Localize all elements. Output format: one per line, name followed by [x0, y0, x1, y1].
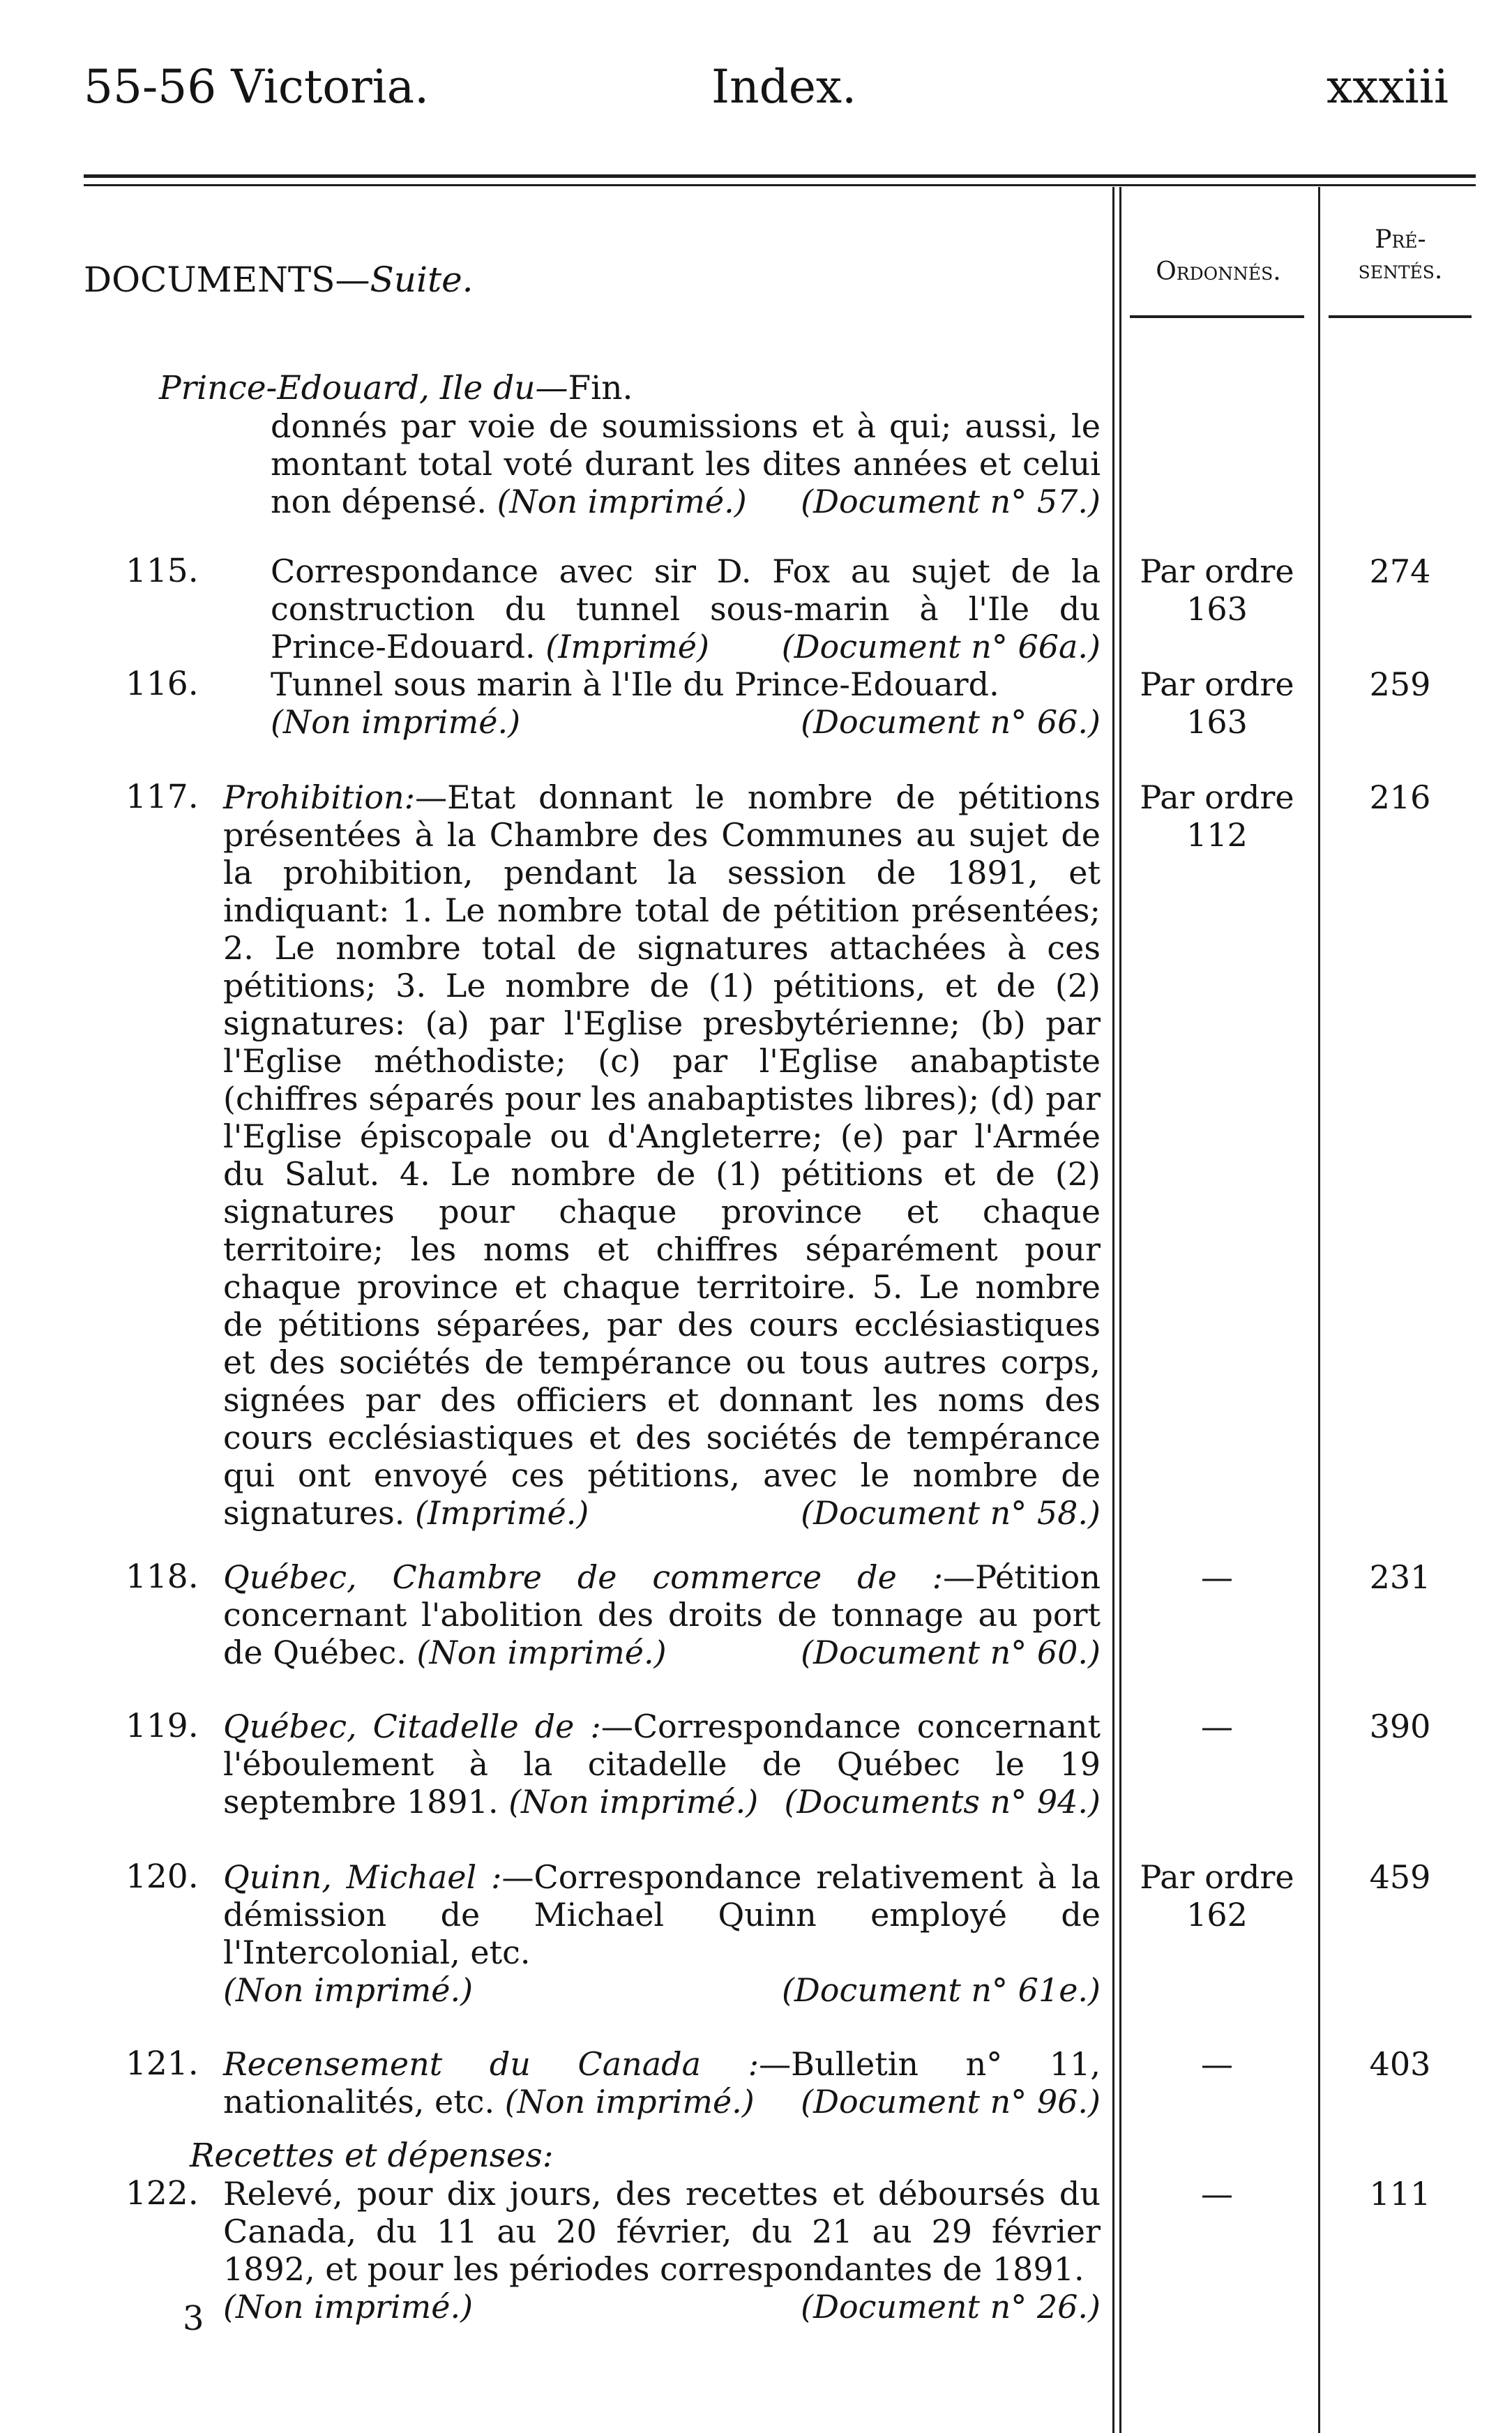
entry-119-text: Québec, Citadelle de :—Correspondance concernant l'éboulement à la citadelle de Québec le 19 septembre 1891. (Non imprimé.) (Documents n° 94.) [223, 1708, 1101, 1821]
header-right: xxxiii [1326, 60, 1449, 114]
column-header-presentes [1324, 225, 1477, 286]
header-left: 55-56 Victoria. [84, 60, 430, 114]
entry-number: 121. [126, 2044, 199, 2083]
entry-121-subject: Recensement du Canada : [223, 2045, 759, 2083]
prince-edouard-status: (Non imprimé.) [497, 483, 747, 520]
entry-120-text: Quinn, Michael :—Correspondance relativement à la démission de Michael Quinn employé de l'Intercolonial, etc. (Non imprimé.) (Document n° 61e.) [223, 1858, 1101, 2009]
entry-116-text: Tunnel sous marin à l'Ile du Prince-Edouard. (Non imprimé.) (Document n° 66.) [271, 665, 1101, 741]
entry-121-ordonnes: — [1201, 2045, 1233, 2083]
entry-121-doc: (Document n° 96.) [801, 2083, 1101, 2121]
entry-119-subject: Québec, Citadelle de : [223, 1708, 601, 1745]
entry-119-doc: (Documents n° 94.) [784, 1783, 1101, 1821]
entry-115-presentes: 274 [1369, 552, 1431, 590]
entry-121-presentes: 403 [1369, 2045, 1431, 2083]
entry-number: 115. [126, 552, 199, 590]
entry-118-text: Québec, Chambre de commerce de :—Pétition concernant l'abolition des droits de tonnage au port de Québec. (Non imprimé.) (Document n° 60.) [223, 1558, 1101, 1671]
presentes-underline [1329, 315, 1472, 318]
entry-122-presentes: 111 [1369, 2175, 1431, 2213]
entry-120-subject: Quinn, Michael : [223, 1858, 502, 1896]
column-rule-3 [1318, 187, 1320, 2433]
entry-119-presentes: 390 [1369, 1708, 1431, 1745]
entry-118-subject: Québec, Chambre de commerce de : [223, 1558, 944, 1596]
entry-122-text: Relevé, pour dix jours, des recettes et déboursés du Canada, du 11 au 20 février, du 21 au 29 février 1892, et pour les périodes correspondantes de 1891. (Non imprimé.) (Document n° 26.) [223, 2175, 1101, 2326]
entry-122-doc: (Document n° 26.) [801, 2288, 1101, 2326]
entry-121-text: Recensement du Canada :—Bulletin n° 11, nationalités, etc. (Non imprimé.) (Document n° 96.) [223, 2045, 1101, 2121]
entry-120-doc: (Document n° 61e.) [781, 1971, 1101, 2009]
header-center: Index. [711, 60, 857, 114]
entry-118-ordonnes: — [1201, 1558, 1233, 1596]
entry-115-text: Correspondance avec sir D. Fox au sujet de la construction du tunnel sous-marin à l'Ile du Prince-Edouard. (Imprimé) (Document n° 66a.) [271, 552, 1101, 665]
entry-118-doc: (Document n° 60.) [801, 1634, 1101, 1671]
entry-117-doc: (Document n° 58.) [801, 1494, 1101, 1532]
entry-118-presentes: 231 [1369, 1558, 1431, 1596]
entry-number: 116. [126, 665, 199, 703]
entry-number: 118. [126, 1558, 199, 1596]
entry-116-ordonnes: Par ordre 163 [1140, 665, 1294, 741]
header-rule-bottom [84, 184, 1476, 186]
section-suite: Suite. [370, 259, 474, 300]
recettes-heading: Recettes et dépenses: [190, 2137, 554, 2175]
entry-number: 122. [126, 2174, 199, 2213]
presentes-line-1: Pré- [1375, 225, 1426, 254]
section-title: DOCUMENTS—Suite. [84, 259, 474, 300]
entry-117-text: Prohibition:—Etat donnant le nombre de pétitions présentées à la Chambre des Communes au sujet de la prohibition, pendant la session de 1891, et indiquant: 1. Le nombre total de pétition présentées; 2. Le nombre total de signatures attachées à ces pétitions; 3. Le nombre de (1) pétitions, et de (2) signatures: (a) par l'Eglise presbytérienne; (b) par l'Eglise méthodiste; (c) par l'Eglise anabaptiste (chiffres séparés pour les anabaptistes libres); (d) par l'Eglise épiscopale ou d'Angleterre; (e) par l'Armée du Salut. 4. Le nombre de (1) pétitions et de (2) signatures pour chaque province et chaque territoire; les noms et chiffres séparément pour chaque province et chaque territoire. 5. Le nombre de pétitions séparées, par des cours ecclésiastiques et des sociétés de tempérance ou tous autres corps, signées par des officiers et donnant les noms des cours ecclésiastiques et des sociétés de tempérance qui ont envoyé ces pétitions, avec le nombre de signatures. (Imprimé.) (Document n° 58.) [223, 778, 1101, 1532]
entry-number: 119. [126, 1707, 199, 1745]
entry-number: 120. [126, 1858, 199, 1896]
entry-117-ordonnes: Par ordre 112 [1140, 778, 1294, 854]
header-rule-top [84, 174, 1476, 178]
entry-122-ordonnes: — [1201, 2175, 1233, 2213]
signature-mark: 3 [183, 2299, 204, 2338]
column-header-ordonnes: Ordonnés. [1156, 257, 1281, 286]
entry-119-ordonnes: — [1201, 1708, 1233, 1745]
entry-116-doc: (Document n° 66.) [801, 703, 1101, 741]
entry-117-subject: Prohibition: [223, 778, 416, 816]
entry-116-presentes: 259 [1369, 665, 1431, 703]
entry-117-presentes: 216 [1369, 778, 1431, 816]
entry-115-ordonnes: Par ordre 163 [1140, 552, 1294, 628]
prince-edouard-heading: Prince-Edouard, Ile du—Fin. [159, 369, 633, 407]
entry-120-ordonnes: Par ordre 162 [1140, 1858, 1294, 1934]
entry-115-doc: (Document n° 66a.) [781, 628, 1101, 665]
entry-120-presentes: 459 [1369, 1858, 1431, 1896]
prince-edouard-continuation: donnés par voie de soumissions et à qui; aussi, le montant total voté durant les dites années et celui non dépensé. (Non imprimé.) (Document n° 57.) [271, 407, 1101, 520]
ordonnes-underline [1130, 315, 1304, 318]
column-rule-1 [1112, 187, 1114, 2433]
entry-number: 117. [126, 778, 199, 816]
presentes-line-2: sentés. [1358, 256, 1443, 285]
column-rule-2 [1119, 187, 1121, 2433]
prince-edouard-doc: (Document n° 57.) [801, 483, 1101, 520]
